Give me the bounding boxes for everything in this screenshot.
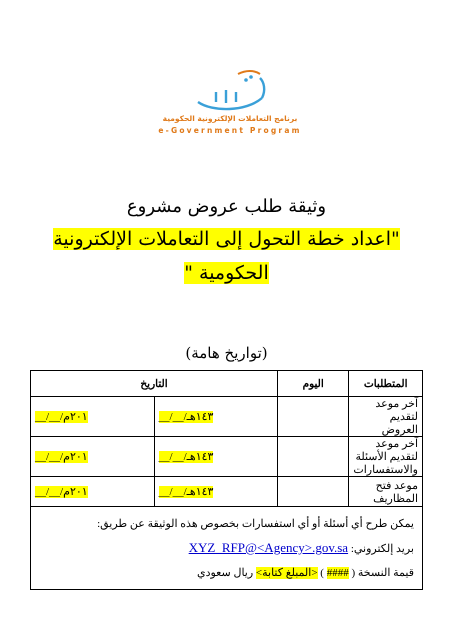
header-requirements: المتطلبات [349,371,423,397]
logo-mark-icon [150,68,310,114]
gregorian-date-cell: __/__/٢٠١م [31,437,155,477]
table-row [31,437,423,477]
day-cell [278,397,349,437]
day-cell [278,477,349,507]
important-dates-table [30,370,423,590]
day-cell [278,437,349,477]
price-line [39,566,414,579]
email-label: بريد إلكتروني: [350,543,414,555]
price-words: <المبلغ كتابة> [255,567,318,579]
contact-row [31,507,423,590]
currency-label: ريال سعودي [196,567,254,579]
document-title: وثيقة طلب عروض مشروع [126,196,327,217]
requirement-cell: آخر موعد لتقديم العروض [349,397,423,437]
logo-arabic-text: برنامج التعاملات الإلكترونية الحكومية [162,114,298,123]
hijri-date-cell: __/__/١٤٣هـ [154,437,278,477]
email-line [39,540,414,556]
price-value: #### [326,567,349,579]
requirement-cell: موعد فتح المظاريف [349,477,423,507]
hijri-date-cell: __/__/١٤٣هـ [154,477,278,507]
project-title-line1: "اعداد خطة التحول إلى التعاملات الإلكترونية [53,228,400,250]
important-dates-heading: (تواريخ هامة) [185,344,268,362]
header-date: التاريخ [31,371,278,397]
egov-logo [150,68,310,140]
requirement-cell: آخر موعد لتقديم الأسئلة والاستفسارات [349,437,423,477]
table-row [31,397,423,437]
gregorian-date-cell: __/__/٢٠١م [31,397,155,437]
logo-english-text: e-Government Program [158,126,302,135]
price-close: ) [320,567,324,579]
gregorian-date-cell: __/__/٢٠١م [31,477,155,507]
price-label: قيمة النسخة ( [351,567,414,579]
hijri-date-cell: __/__/١٤٣هـ [154,397,278,437]
table-row [31,477,423,507]
table-header-row [31,371,423,397]
contact-cell [31,507,423,590]
header-day: اليوم [278,371,349,397]
project-title-line2: الحكومية " [184,262,269,284]
inquiry-text: يمكن طرح أي أسئلة أو أي استفسارات بخصوص هذه الوثيقة عن طريق: [97,518,414,530]
email-link[interactable]: XYZ_RFP@<Agency>.gov.sa [188,540,349,555]
